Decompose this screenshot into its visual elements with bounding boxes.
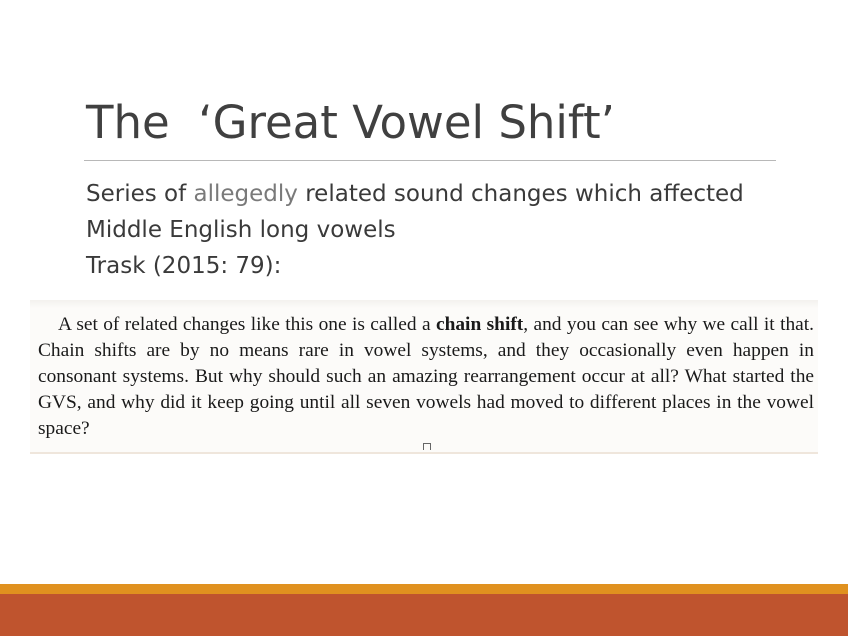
quote-part-2: , and you can see why we call it that. Chain shifts are by no means rare in vowel systems, and they occasionally even happen in consonant systems. But why should such an amazing rearrangement occur at all? What started the GVS, and why did it keep going until all seven vowels had moved to different places in the vowel space? [38, 314, 814, 439]
excerpt-top-edge [30, 300, 818, 308]
citation-line: Trask (2015: 79): [86, 253, 282, 279]
bullet-line-1 [86, 176, 806, 212]
quoted-paragraph [38, 312, 814, 442]
bullet-line-2: Middle English long vowels [86, 217, 396, 243]
bracket-mark-icon [423, 443, 431, 450]
quote-bold-term: chain shift [435, 314, 524, 335]
title-divider [84, 160, 776, 161]
footer-band [0, 594, 848, 636]
bullet-line-1-start: Series of [86, 181, 194, 207]
quoted-excerpt-image [30, 300, 818, 454]
emphasis-allegedly: allegedly [193, 181, 298, 207]
slide-body [86, 176, 806, 284]
bullet-line-1-end: related sound changes which affected [297, 181, 744, 207]
slide-title: The ‘Great Vowel Shift’ [86, 96, 615, 149]
footer-accent-bar [0, 584, 848, 594]
quote-part-1: A set of related changes like this one is called a [58, 314, 436, 335]
